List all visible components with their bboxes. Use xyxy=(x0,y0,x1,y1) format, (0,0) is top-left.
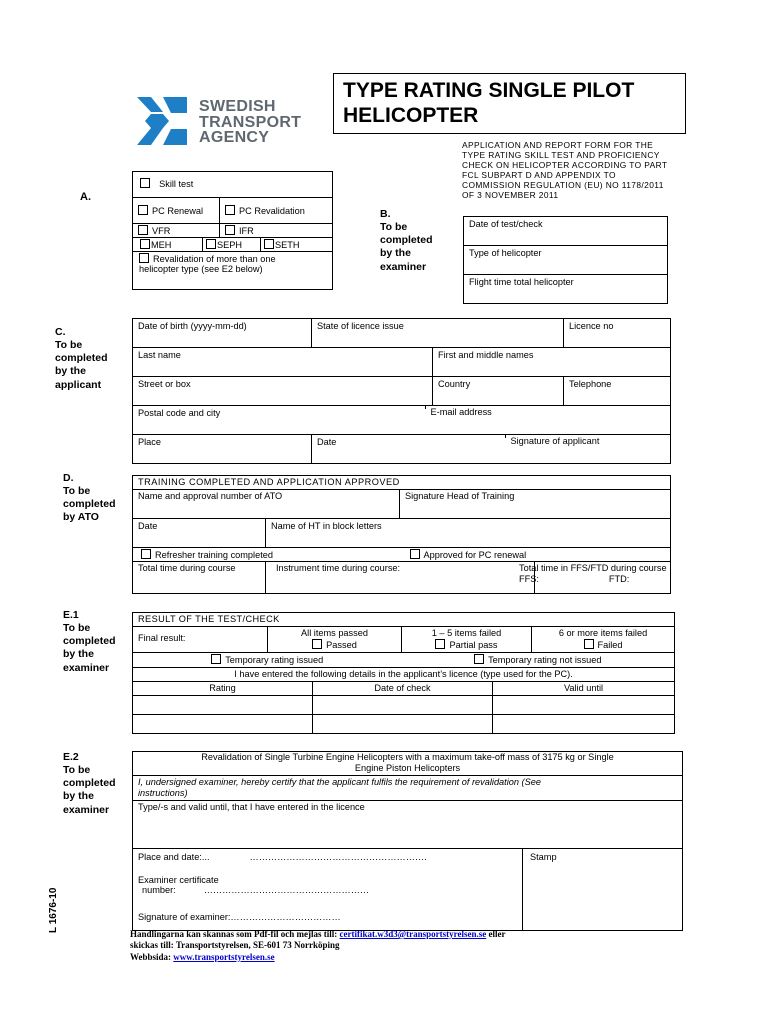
vfr-checkbox[interactable] xyxy=(138,225,148,235)
agency-name-line1: SWEDISH xyxy=(199,98,276,115)
form-title-box xyxy=(333,73,686,134)
section-e1-table xyxy=(132,612,675,734)
postal-field[interactable] xyxy=(133,406,564,435)
revalidation-multiple-label-2: helicopter type (see E2 below) xyxy=(139,264,263,275)
d-date-field[interactable] xyxy=(133,519,266,548)
section-e2-label-line: examiner xyxy=(63,803,110,816)
place-date-label: Place and date:... xyxy=(138,852,210,863)
ato-name-field[interactable] xyxy=(133,490,400,519)
footer-email-link[interactable]: certifikat.w3d3@transportstyrelsen.se xyxy=(339,929,487,939)
section-b-label-line: completed xyxy=(380,234,433,247)
section-c-label-line: applicant xyxy=(55,378,102,391)
sig-head-label: Signature Head of Training xyxy=(405,491,515,501)
valid-until-cell[interactable] xyxy=(493,715,675,734)
section-e2-label-line: by the xyxy=(63,790,94,803)
seph-label: SEPH xyxy=(217,239,243,250)
type-of-helicopter-field[interactable] xyxy=(464,246,668,275)
col-valid-header: Valid until xyxy=(493,682,675,696)
cert-dots: ……………………………………………… xyxy=(203,885,370,896)
seth-checkbox[interactable] xyxy=(264,239,274,249)
rating-cell[interactable] xyxy=(133,696,313,715)
form-title-line2: HELICOPTER xyxy=(343,104,479,128)
dob-label: Date of birth (yyyy-mm-dd) xyxy=(138,321,247,331)
section-d-label-line: by ATO xyxy=(63,511,99,524)
certify-line2: instructions) xyxy=(138,787,188,798)
temp-not-issued-label: Temporary rating not issued xyxy=(488,655,602,666)
dob-field[interactable] xyxy=(133,319,312,348)
meh-label: MEH xyxy=(151,239,172,250)
ffs-total-label: Total time in FFS/FTD during course xyxy=(519,563,667,573)
place-signature-field[interactable] xyxy=(133,849,523,931)
agency-name-line2: TRANSPORT xyxy=(199,113,302,131)
name-ht-field[interactable] xyxy=(266,519,671,548)
intro-line: FCL SUBPART D AND APPENDIX TO xyxy=(462,170,616,181)
intro-line: APPLICATION AND REPORT FORM FOR THE xyxy=(462,140,654,150)
form-intro xyxy=(462,140,702,200)
section-d-label-line: To be xyxy=(63,485,91,498)
failed-label: Failed xyxy=(597,639,623,650)
refresher-label: Refresher training completed xyxy=(155,550,273,560)
state-of-licence-label: State of licence issue xyxy=(317,321,404,331)
revalidation-multiple-checkbox[interactable] xyxy=(139,253,149,263)
section-e1-label-line: To be xyxy=(63,622,91,635)
ifr-checkbox[interactable] xyxy=(225,225,235,235)
section-e2-header-line1: Revalidation of Single Turbine Engine Helicopters with a maximum take-off mass of 3175 kg or Single xyxy=(201,752,614,762)
section-e2-label xyxy=(63,751,116,817)
name-ht-label: Name of HT in block letters xyxy=(271,521,382,531)
approved-pc-label: Approved for PC renewal xyxy=(423,550,527,560)
agency-logo-mark xyxy=(137,97,187,145)
section-d-table xyxy=(132,475,671,594)
licence-no-label: Licence no xyxy=(569,321,614,331)
intro-line: OF 3 NOVEMBER 2011 xyxy=(462,190,559,201)
section-c-label xyxy=(55,326,108,392)
section-e2-header-line2: Engine Piston Helicopters xyxy=(354,762,461,773)
email-label: E-mail address xyxy=(425,405,497,409)
telephone-field[interactable] xyxy=(564,377,671,406)
street-label: Street or box xyxy=(138,379,191,389)
date-label: Date xyxy=(317,437,337,447)
skill-test-checkbox[interactable] xyxy=(140,178,150,188)
section-e1-header: RESULT OF THE TEST/CHECK xyxy=(133,613,675,627)
ftd-label: FTD: xyxy=(608,573,630,584)
types-label: Type/-s and valid until, that I have entered in the licence xyxy=(138,802,365,813)
stamp-field[interactable] xyxy=(523,849,683,931)
seph-checkbox[interactable] xyxy=(206,239,216,249)
section-e1-label-line: by the xyxy=(63,648,94,661)
valid-until-cell[interactable] xyxy=(493,696,675,715)
date-check-cell[interactable] xyxy=(313,696,493,715)
footer-text: Webbsida: xyxy=(130,951,174,962)
col-date-header: Date of check xyxy=(313,682,493,696)
section-c-label-line: C. xyxy=(55,326,66,338)
partial-pass-label: Partial pass xyxy=(449,639,498,650)
section-b-label-line: B. xyxy=(380,208,391,220)
date-field[interactable] xyxy=(312,435,433,464)
section-c-label-line: by the xyxy=(55,365,86,378)
ato-name-label: Name and approval number of ATO xyxy=(138,491,283,501)
section-b-label-line: To be xyxy=(380,221,408,234)
footer-website-link[interactable]: www.transportstyrelsen.se xyxy=(173,951,275,962)
intro-line: CHECK ON HELICOPTER ACCORDING TO PART xyxy=(462,160,668,171)
flight-time-field[interactable] xyxy=(464,275,668,304)
pc-renewal-label: PC Renewal xyxy=(152,206,204,216)
pc-revalidation-checkbox[interactable] xyxy=(225,205,235,215)
ffs-label: FFS: xyxy=(519,573,539,584)
last-name-label: Last name xyxy=(138,350,181,360)
examiner-cert-label: Examiner certificate xyxy=(138,874,219,885)
instrument-time-field[interactable] xyxy=(266,562,535,594)
revalidation-multiple-label: Revalidation of more than one xyxy=(153,253,276,264)
section-e2-table xyxy=(132,751,683,931)
flight-time-label: Flight time total helicopter xyxy=(469,277,574,287)
section-d-label xyxy=(63,472,116,525)
intro-line: TYPE RATING SKILL TEST AND PROFICIENCY xyxy=(462,150,660,161)
first-names-label: First and middle names xyxy=(438,350,534,360)
temp-not-issued-checkbox[interactable] xyxy=(474,654,484,664)
d-date-label: Date xyxy=(138,521,158,531)
ifr-label: IFR xyxy=(239,226,254,236)
agency-name-line3: AGENCY xyxy=(199,129,270,147)
footer xyxy=(130,929,690,963)
section-e2-label-line: completed xyxy=(63,777,116,790)
examiner-signature-label: Signature of examiner:……………………………… xyxy=(138,912,341,923)
section-b-label xyxy=(380,208,433,274)
section-c-table xyxy=(132,318,671,464)
section-c-label-line: To be xyxy=(55,339,83,352)
place-label: Place xyxy=(138,437,161,447)
last-name-field[interactable] xyxy=(133,348,433,377)
date-check-cell[interactable] xyxy=(313,715,493,734)
rating-cell[interactable] xyxy=(133,715,313,734)
seth-label: SETH xyxy=(275,239,300,250)
section-b-label-line: by the xyxy=(380,247,411,260)
vfr-label: VFR xyxy=(152,226,171,236)
entered-details-text: I have entered the following details in the applicant’s licence (type used for the PC). xyxy=(133,668,675,682)
final-result-label: Final result: xyxy=(133,627,268,653)
section-b-table xyxy=(463,216,668,304)
state-of-licence-field[interactable] xyxy=(312,319,564,348)
refresher-checkbox[interactable] xyxy=(141,549,151,559)
section-c-label-line: completed xyxy=(55,352,108,365)
sig-head-field[interactable] xyxy=(400,490,671,519)
section-d-label-line: completed xyxy=(63,498,116,511)
stamp-label: Stamp xyxy=(530,852,557,863)
certify-line1: I, undersigned examiner, hereby certify that the applicant fulfils the requirement of revalidation (See xyxy=(138,777,541,788)
col-rating-header: Rating xyxy=(133,682,313,696)
section-e1-label-line: examiner xyxy=(63,661,110,674)
footer-text: Handlingarna kan skannas som Pdf-fil och mejlas till: xyxy=(130,929,340,939)
total-time-label: Total time during course xyxy=(138,563,236,573)
place-dots: …………………………………………………. xyxy=(249,852,427,863)
section-b-label-line: examiner xyxy=(380,260,427,273)
email-field[interactable] xyxy=(430,406,671,435)
street-field[interactable] xyxy=(133,377,433,406)
date-of-test-label: Date of test/check xyxy=(469,219,543,229)
section-a-label: A. xyxy=(80,191,91,203)
failed-checkbox[interactable] xyxy=(584,639,594,649)
country-label: Country xyxy=(438,379,471,389)
section-e2-label-line: To be xyxy=(63,764,91,777)
section-a-table xyxy=(132,171,333,290)
items-failed-label: 1 – 5 items failed xyxy=(431,628,502,638)
postal-label: Postal code and city xyxy=(138,408,221,418)
all-items-label: All items passed xyxy=(301,628,368,638)
skill-test-label: Skill test xyxy=(159,179,194,189)
section-d-label-line: D. xyxy=(63,472,74,484)
signature-field[interactable] xyxy=(433,435,671,464)
temp-issued-label: Temporary rating issued xyxy=(225,655,324,666)
type-of-helicopter-label: Type of helicopter xyxy=(469,248,542,258)
footer-address: skickas till: Transportstyrelsen, SE-601 73 Norrköping xyxy=(130,940,340,951)
section-e2-label-line: E.2 xyxy=(63,751,79,763)
passed-label: Passed xyxy=(326,639,357,650)
temp-issued-checkbox[interactable] xyxy=(211,654,221,664)
country-field[interactable] xyxy=(433,377,564,406)
pc-renewal-checkbox[interactable] xyxy=(138,205,148,215)
intro-line: COMMISSION REGULATION (EU) NO 1178/2011 xyxy=(462,180,664,191)
total-time-field[interactable] xyxy=(133,562,266,594)
telephone-label: Telephone xyxy=(569,379,612,389)
section-d-header: TRAINING COMPLETED AND APPLICATION APPROVED xyxy=(133,476,671,490)
signature-label: Signature of applicant xyxy=(505,434,605,438)
examiner-cert-number-label: number: xyxy=(142,885,176,896)
ffs-total-field[interactable] xyxy=(519,562,671,594)
section-e1-label-line: E.1 xyxy=(63,609,79,621)
agency-logo xyxy=(137,97,307,145)
types-field[interactable] xyxy=(133,801,683,849)
instrument-time-label: Instrument time during course: xyxy=(276,563,401,573)
approved-pc-checkbox[interactable] xyxy=(410,549,420,559)
place-field[interactable] xyxy=(133,435,312,464)
six-more-label: 6 or more items failed xyxy=(558,628,648,638)
section-e1-label xyxy=(63,609,116,675)
passed-checkbox[interactable] xyxy=(312,639,322,649)
form-code: L 1676-10 xyxy=(48,887,59,933)
first-names-field[interactable] xyxy=(433,348,671,377)
footer-text: eller xyxy=(486,929,506,939)
form-title-line1: TYPE RATING SINGLE PILOT xyxy=(343,79,635,102)
licence-no-field[interactable] xyxy=(564,319,671,348)
date-of-test-field[interactable] xyxy=(464,217,668,246)
pc-revalidation-label: PC Revalidation xyxy=(239,206,305,216)
partial-pass-checkbox[interactable] xyxy=(435,639,445,649)
section-e1-label-line: completed xyxy=(63,635,116,648)
meh-checkbox[interactable] xyxy=(140,239,150,249)
